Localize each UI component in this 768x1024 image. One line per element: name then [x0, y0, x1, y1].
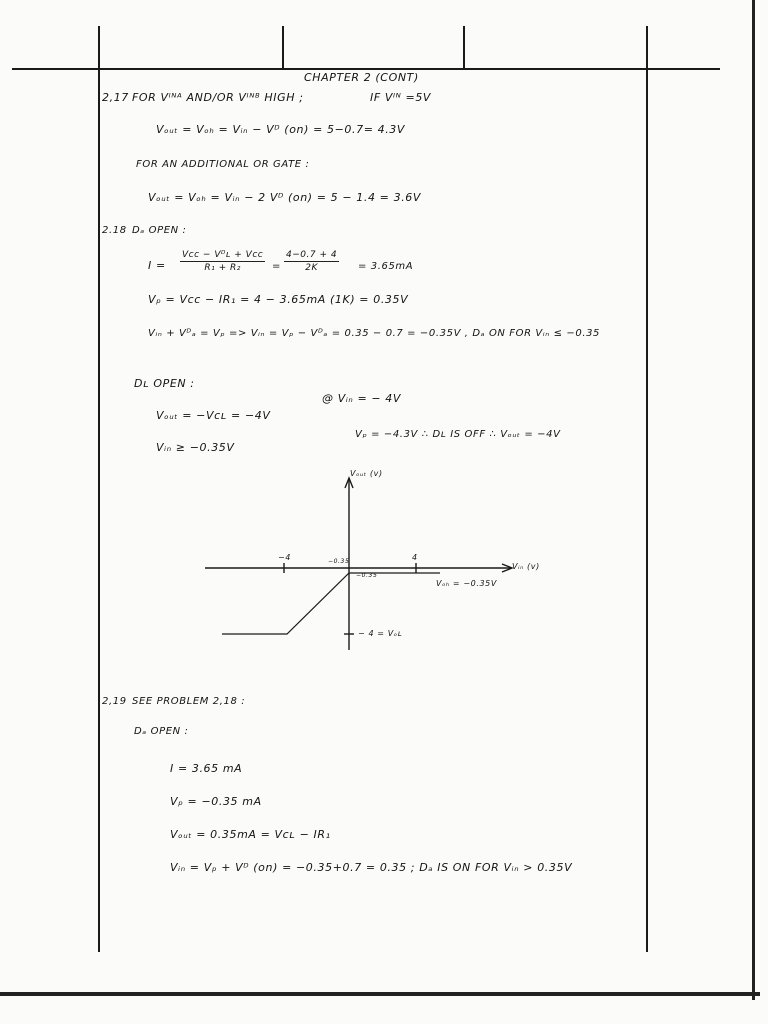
current-result: = 3.65mA [358, 261, 414, 272]
problem-2-18-da-open: Dₐ OPEN : [132, 225, 187, 236]
tick-label-neg4: −4 [278, 553, 291, 562]
problem-2-17-line-2: Vₒᵤₜ = Vₒₕ = Vᵢₙ − Vᴰ (on) = 5−0.7= 4.3V [156, 123, 406, 136]
problem-2-17-line-1: FOR Vᴵᴺᴬ AND/OR Vᴵᴺᴮ HIGH ; [132, 91, 304, 104]
tick-label-035-top: −0.35 [328, 558, 350, 565]
problem-2-19-vin: Vᵢₙ = Vₚ + Vᴰ (on) = −0.35+0.7 = 0.35 ; Dₐ IS ON FOR Vᵢₙ > 0.35V [170, 861, 573, 874]
vout-equation: Vₒᵤₜ = −Vᴄʟ = −4V [156, 409, 271, 422]
problem-2-19-current: I = 3.65 mA [170, 762, 243, 775]
problem-2-18-number: 2.18 [102, 225, 127, 236]
at-vin-label: @ Vᵢₙ = − 4V [322, 392, 402, 405]
problem-2-19-number: 2,19 [102, 696, 127, 707]
tick-label-035-bottom: −0.35 [356, 572, 378, 579]
chapter-heading: CHAPTER 2 (CONT) [304, 71, 419, 84]
problem-2-17-condition: IF Vᴵᴺ =5V [370, 91, 432, 104]
x-axis-label: Vᵢₙ (v) [512, 562, 540, 571]
problem-2-19-da-open: Dₐ OPEN : [134, 726, 189, 737]
problem-2-17-number: 2,17 [102, 91, 129, 104]
dl-open-label: Dʟ OPEN : [134, 377, 195, 390]
problem-2-19-vout: Vₒᵤₜ = 0.35mA = Vᴄʟ − IR₁ [170, 828, 331, 841]
problem-2-19-vp: Vₚ = −0.35 mA [170, 795, 262, 808]
fraction-1-numerator: Vcc − Vᴰʟ + Vcc [182, 250, 264, 260]
transfer-curve [222, 573, 440, 634]
fraction-2-denominator: 2K [305, 263, 318, 273]
vin-ge-equation: Vᵢₙ ≥ −0.35V [156, 441, 235, 454]
y-axis-label: Vₒᵤₜ (v) [350, 469, 383, 478]
problem-2-17-line-3: FOR AN ADDITIONAL OR GATE : [136, 159, 310, 170]
fraction-2-numerator: 4−0.7 + 4 [286, 250, 338, 260]
problem-2-19-see: SEE PROBLEM 2,18 : [132, 696, 246, 707]
vp-equation: Vₚ = Vᴄᴄ − IR₁ = 4 − 3.65mA (1K) = 0.35V [148, 293, 409, 306]
von-label: Vₒₕ = −0.35V [436, 579, 497, 588]
fraction-equals: = [272, 261, 281, 272]
vin-equation: Vᵢₙ + Vᴰₐ = Vₚ => Vᵢₙ = Vₚ − Vᴰₐ = 0.35 − 0.7 = −0.35V , Dₐ ON FOR Vᵢₙ ≤ −0.35 [148, 328, 601, 339]
y-tick-neg4-label: − 4 = Vₒʟ [358, 629, 403, 638]
current-label: I = [148, 259, 166, 272]
fraction-1-denominator: R₁ + R₂ [204, 263, 241, 273]
problem-2-17-line-4: Vₒᵤₜ = Vₒₕ = Vᵢₙ − 2 Vᴰ (on) = 5 − 1.4 = 3.6V [148, 191, 422, 204]
tick-label-pos4: 4 [412, 553, 418, 562]
vp-dl-equation: Vₚ = −4.3V ∴ Dʟ IS OFF ∴ Vₒᵤₜ = −4V [355, 429, 561, 440]
